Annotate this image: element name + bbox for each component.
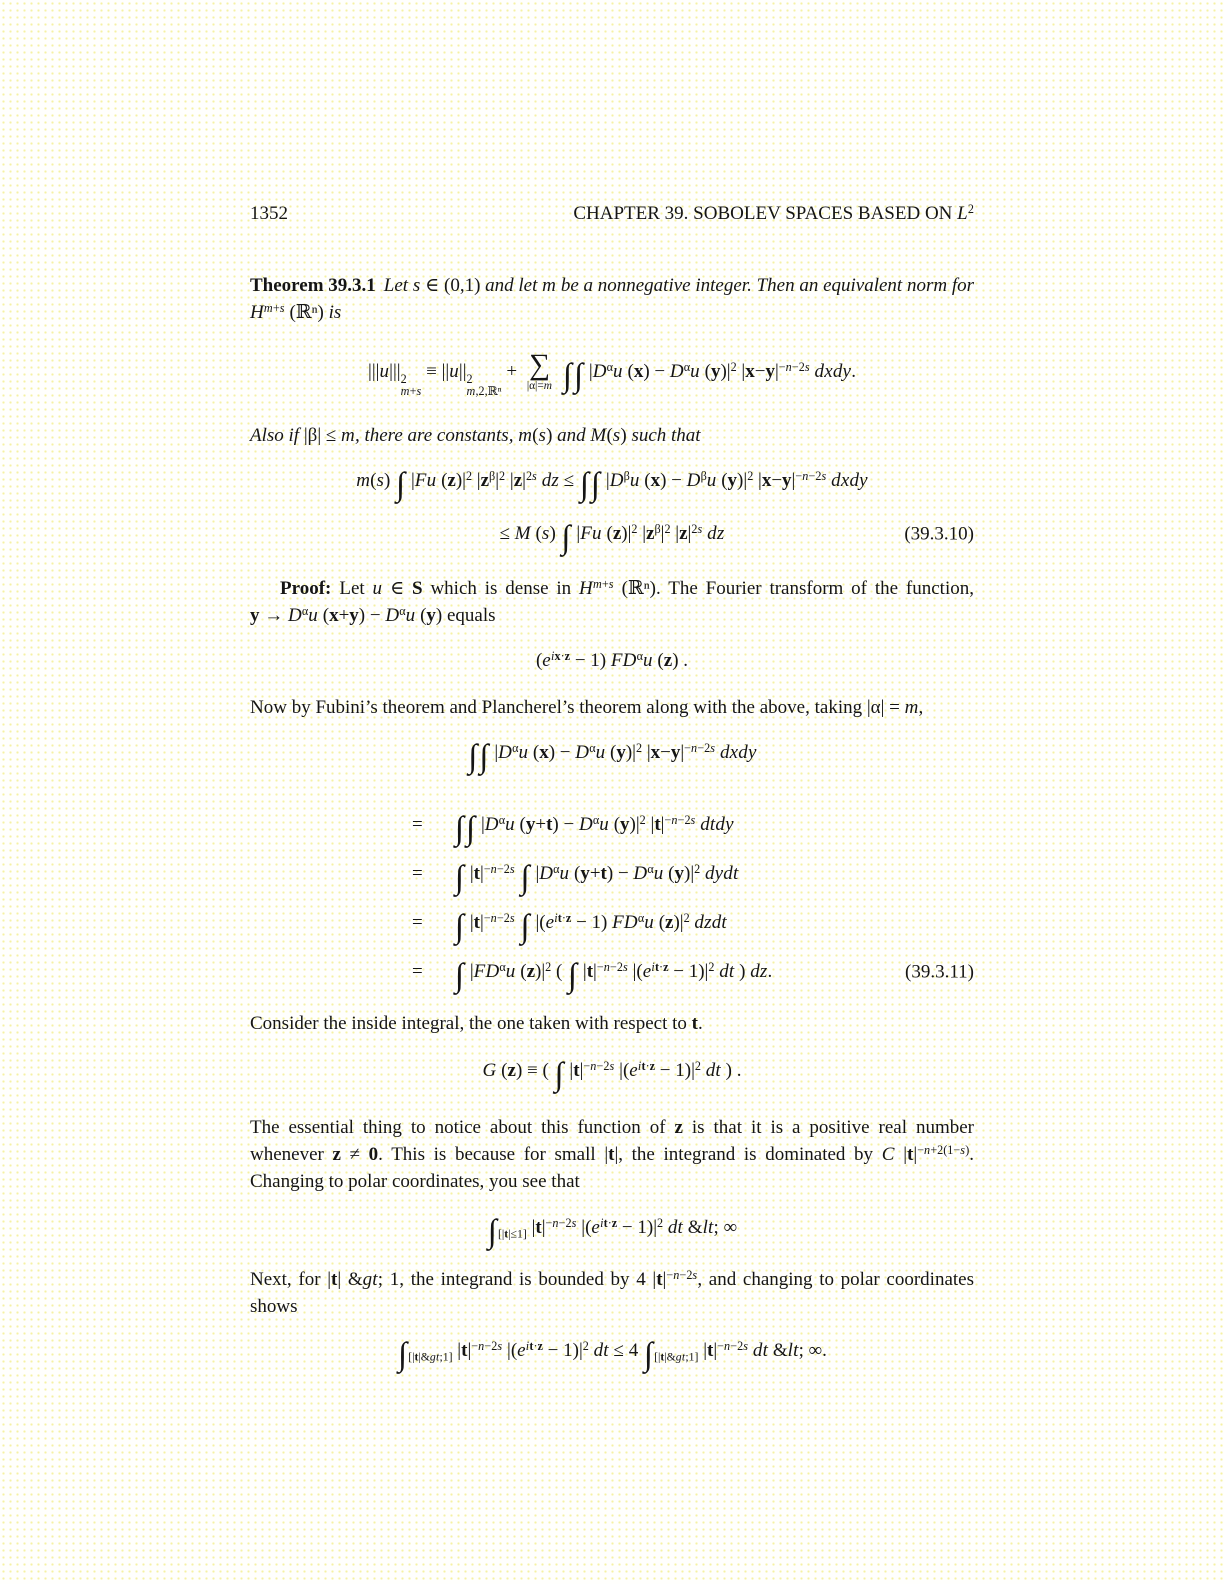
- equation-G-definition-body: G (z) ≡ ( ∫ $|t|^{-n-2s}$ $|(e^{it\cdot z} - 1)|^2$ dt ) .: [482, 1056, 742, 1094]
- derivation-row-formula: ∫∫ $|D^\alpha u$ $(y+t) - D^\alpha u$ $(y)|^2$ $|t|^{-n-2s}$ dtdy: [455, 810, 734, 848]
- theorem-paragraph: [250, 272, 974, 326]
- equation-equivalent-norm-body: |||u||| 2 m+s ≡ ||u|| 2 m,2,ℝⁿ + ∑ |α|=m ∫∫ $|D^\alpha u$ $(x) - D^\alpha u$ $(y)|^2$ $|x-y|^{-n-2s}$ dxdy.: [368, 349, 856, 399]
- equals-sign: =: [412, 863, 423, 885]
- equation-number-39-3-10: (39.3.10): [904, 523, 974, 545]
- equation-small-t-integral-body: $\int_{[|t|\le 1]}$ $|t|^{-n-2s}$ $|(e^{it\cdot z} - 1)|^2$ dt &lt; ∞: [487, 1213, 738, 1251]
- page-number: 1352: [250, 203, 288, 224]
- derivation-row: [250, 947, 974, 996]
- derivation-row: [250, 800, 974, 849]
- equation-small-t-integral: [250, 1201, 974, 1254]
- derivation-row-formula: ∫ $|FD^\alpha u$ $(z)|^2$ ( ∫ $|t|^{-n-2s}$ $|(e^{it\cdot z} - 1)|^2$ dt ) dz.: [455, 957, 773, 995]
- equation-equivalent-norm: [250, 342, 974, 408]
- theorem-statement: Let s ∈ (0,1) and let m be a nonnegative integer. Then an equivalent norm for $H^{m+s}$ (ℝⁿ) is: [250, 275, 974, 323]
- equation-39-3-10-line2-body: ≤ M (s) ∫ |Fu $(z)|^2$ $|z^\beta|^2$ $|z|^{2s}$ dz: [499, 519, 725, 557]
- equation-39-3-10-line1-body: m(s) ∫ |Fu $(z)|^2$ $|z^\beta|^2$ $|z|^{2s}$ dz ≤ ∫∫ $|D^\beta u$ $(x) - D^\beta u$ $(y)|^2$ $|x-y|^{-n-2s}$ dxdy: [356, 466, 868, 504]
- consider-paragraph: Consider the inside integral, the one taken with respect to t.: [250, 1013, 703, 1035]
- derivation-align-block: [250, 800, 974, 996]
- derivation-row: [250, 898, 974, 947]
- theorem-label: Theorem 39.3.1: [250, 275, 376, 296]
- derivation-row-formula: ∫ $|t|^{-n-2s}$ ∫ $|(e^{it\cdot z} - 1)$ $FD^\alpha u$ $(z)|^2$ dzdt: [455, 908, 727, 946]
- equals-sign: =: [412, 961, 423, 983]
- equation-39-3-10-line1: [250, 455, 974, 506]
- equation-double-integral-lhs-body: ∫∫ $|D^\alpha u$ $(x) - D^\alpha u$ $(y)|^2$ $|x-y|^{-n-2s}$ dxdy: [468, 738, 757, 776]
- proof-paragraph: [250, 575, 974, 629]
- fubini-paragraph: Now by Fubini’s theorem and Plancherel’s theorem along with the above, taking |α| = m,: [250, 697, 924, 719]
- equation-large-t-integral-body: $\int_{[|t|\&gt;1]}$ $|t|^{-n-2s}$ $|(e^{it\cdot z} - 1)|^2$ dt ≤ 4 $\int_{[|t|\&gt;1]}$ $|t|^{-n-2s}$ dt &lt; ∞.: [398, 1336, 827, 1374]
- equation-fourier-transform: [250, 639, 974, 682]
- proof-label: Proof:: [280, 578, 332, 600]
- theorem-also-line: Also if |β| ≤ m, there are constants, m(s) and M(s) such that: [250, 425, 701, 447]
- derivation-row-formula: ∫ $|t|^{-n-2s}$ ∫ $|D^\alpha u$ $(y+t) - D^\alpha u$ $(y)|^2$ dydt: [455, 859, 739, 897]
- derivation-row: [250, 849, 974, 898]
- essential-paragraph: The essential thing to notice about this function of z is that it is a positive real number whenever z ≠ 0. This is because for small |t|, the integrand is dominated by C $|t|^{-n+2(1-s)}$. Changing to polar coordinates, you see that: [250, 1117, 974, 1193]
- equation-39-3-10-line2: [250, 508, 974, 559]
- equation-double-integral-lhs: [250, 727, 974, 778]
- proof-intro: Let u ∈ S which is dense in $H^{m+s}$ (ℝⁿ). The Fourier transform of the function, $y \to D^\alpha u$ $(x+y) - D^\alpha u$ (y) equals: [250, 577, 974, 627]
- equation-fourier-transform-body: $(e^{ix\cdot z} - 1)$ $FD^\alpha u$ (z) .: [535, 649, 689, 672]
- equation-number-39-3-11: (39.3.11): [905, 961, 974, 983]
- equals-sign: =: [412, 912, 423, 934]
- chapter-title: CHAPTER 39. SOBOLEV SPACES BASED ON $L^2$: [573, 201, 974, 224]
- equals-sign: =: [412, 814, 423, 836]
- page-header: [250, 200, 974, 227]
- equation-G-definition: [250, 1043, 974, 1098]
- next-paragraph: Next, for |t| &gt; 1, the integrand is bounded by 4 $|t|^{-n-2s}$, and changing to polar coordinates shows: [250, 1268, 974, 1318]
- equation-large-t-integral: [250, 1324, 974, 1377]
